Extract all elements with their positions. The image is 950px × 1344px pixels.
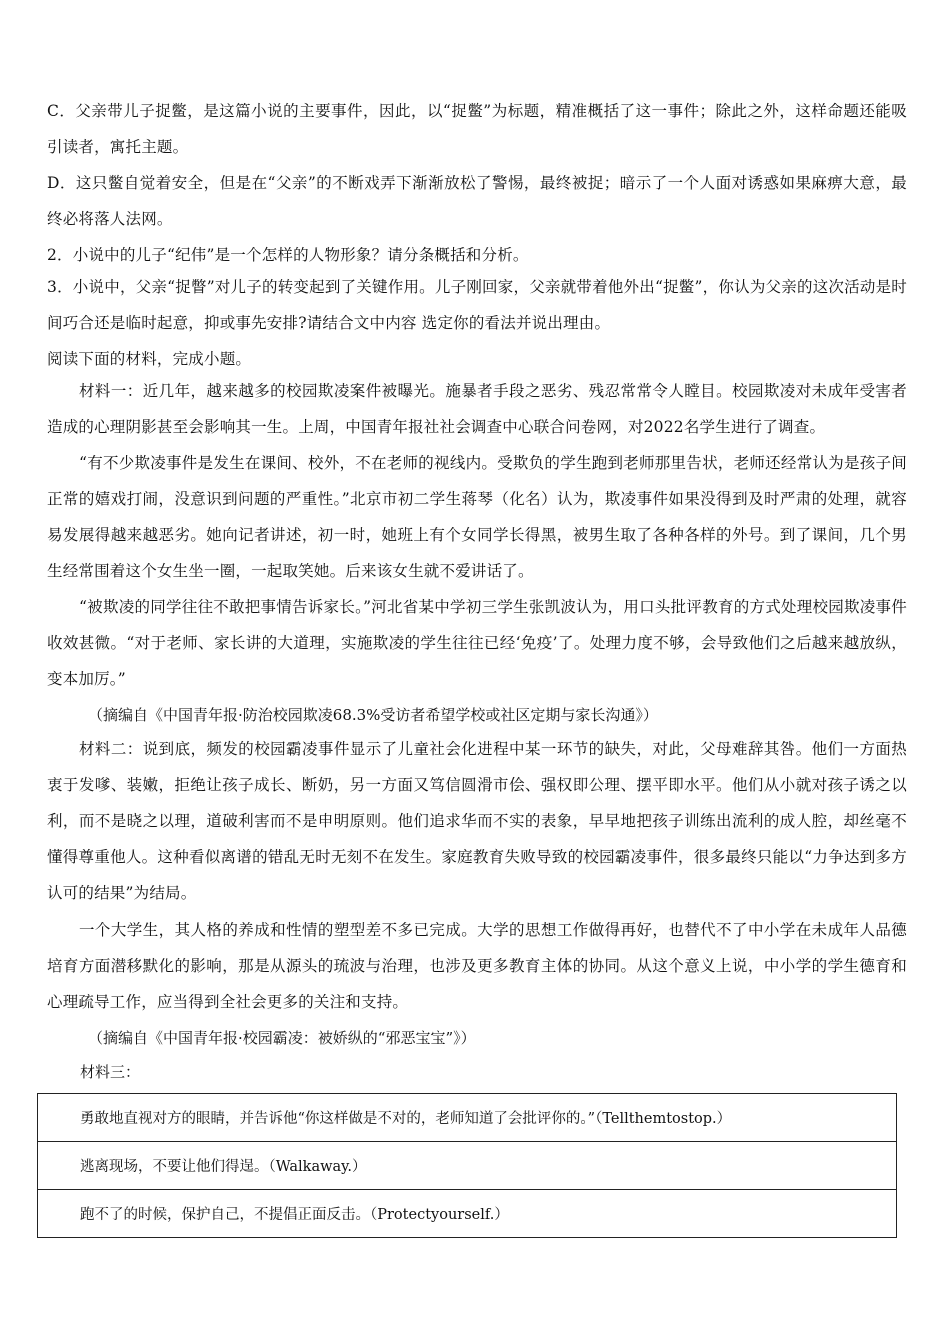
material-two-source: （摘编自《中国青年报·校园霸凌：被娇纵的“邪恶宝宝”》）	[88, 1029, 476, 1047]
material-one-paragraph-1: 材料一：近几年，越来越多的校园欺凌案件被曝光。施暴者手段之恶劣、残忍常常令人瞠目。校园欺凌对未成年受害者造成的心理阴影甚至会影响其一生。上周，中国青年报社社会调查中心联合问卷网，对2022名学生进行了调查。	[47, 382, 907, 436]
table-cell: 逃离现场，不要让他们得逞。（Walkaway.）	[38, 1142, 897, 1190]
table-cell: 跑不了的时候，保护自己，不提倡正面反击。（Protectyourself.）	[38, 1190, 897, 1238]
option-d: D．这只鳖自觉着安全，但是在“父亲”的不断戏弄下渐渐放松了警惕，最终被捉；暗示了一个人面对诱惑如果麻痹大意，最终必将落人法网。	[47, 174, 907, 228]
question-2: 2．小说中的儿子“纪伟”是一个怎样的人物形象？请分条概括和分析。	[47, 246, 529, 264]
table-row	[38, 1094, 897, 1142]
table-row	[38, 1142, 897, 1190]
material-two-paragraph-2: 一个大学生，其人格的养成和性情的塑型差不多已完成。大学的思想工作做得再好，也替代不了中小学在未成年人品德培育方面潜移默化的影响，那是从源头的琉波与治理，也涉及更多教育主体的协同。从这个意义上说，中小学的学生德育和心理疏导工作，应当得到全社会更多的关注和支持。	[47, 921, 907, 1011]
material-three-table	[37, 1093, 897, 1238]
material-one-paragraph-3: “被欺凌的同学往往不敢把事情告诉家长。”河北省某中学初三学生张凯波认为，用口头批评教育的方式处理校园欺凌事件收效甚微。“对于老师、家长讲的大道理，实施欺凌的学生往往已经‘免疫’了。处理力度不够，会导致他们之后越来越放纵，变本加厉。”	[47, 598, 907, 688]
question-3: 3．小说中，父亲“捉瞥”对儿子的转变起到了关键作用。儿子刚回家，父亲就带着他外出“捉鳖”，你认为父亲的这次活动是时间巧合还是临时起意，抑或事先安排?请结合文中内容 选定你的看法并说出理由。	[47, 278, 907, 332]
table-cell: 勇敢地直视对方的眼睛，并告诉他“你这样做是不对的，老师知道了会批评你的。”（Tellthemtostop.）	[38, 1094, 897, 1142]
table-row	[38, 1190, 897, 1238]
material-one-source: （摘编自《中国青年报·防治校园欺凌68.3%受访者希望学校或社区定期与家长沟通》）	[88, 706, 658, 724]
option-c: C．父亲带儿子捉鳖，是这篇小说的主要事件，因此，以“捉鳖”为标题，精准概括了这一事件；除此之外，这样命题还能吸引读者，寓托主题。	[47, 102, 907, 156]
material-three-label: 材料三：	[80, 1063, 141, 1081]
material-two-paragraph-1: 材料二：说到底，频发的校园霸凌事件显示了儿童社会化进程中某一环节的缺失，对此，父母难辞其咎。他们一方面热衷于发嗲、装嫩，拒绝让孩子成长、断奶，另一方面又笃信圆滑市侩、强权即公理、摆平即水平。他们从小就对孩子诱之以利，而不是晓之以理，道破利害而不是申明原则。他们追求华而不实的表象，早早地把孩子训练出流利的成人腔，却丝毫不懂得尊重他人。这种看似离谱的错乱无时无刻不在发生。家庭教育失败导致的校园霸凌事件，很多最终只能以“力争达到多方认可的结果”为结局。	[47, 740, 907, 902]
material-one-paragraph-2: “有不少欺凌事件是发生在课间、校外，不在老师的视线内。受欺负的学生跑到老师那里告状，老师还经常认为是孩子间正常的嬉戏打闹，没意识到问题的严重性。”北京市初二学生蒋琴（化名）认为，欺凌事件如果没得到及时严肃的处理，就容易发展得越来越恶劣。她向记者讲述，初一时，她班上有个女同学长得黑，被男生取了各种各样的外号。到了课间，几个男生经常围着这个女生坐一圈，一起取笑她。后来该女生就不爱讲话了。	[47, 454, 907, 580]
reading-instruction: 阅读下面的材料，完成小题。	[47, 350, 252, 368]
